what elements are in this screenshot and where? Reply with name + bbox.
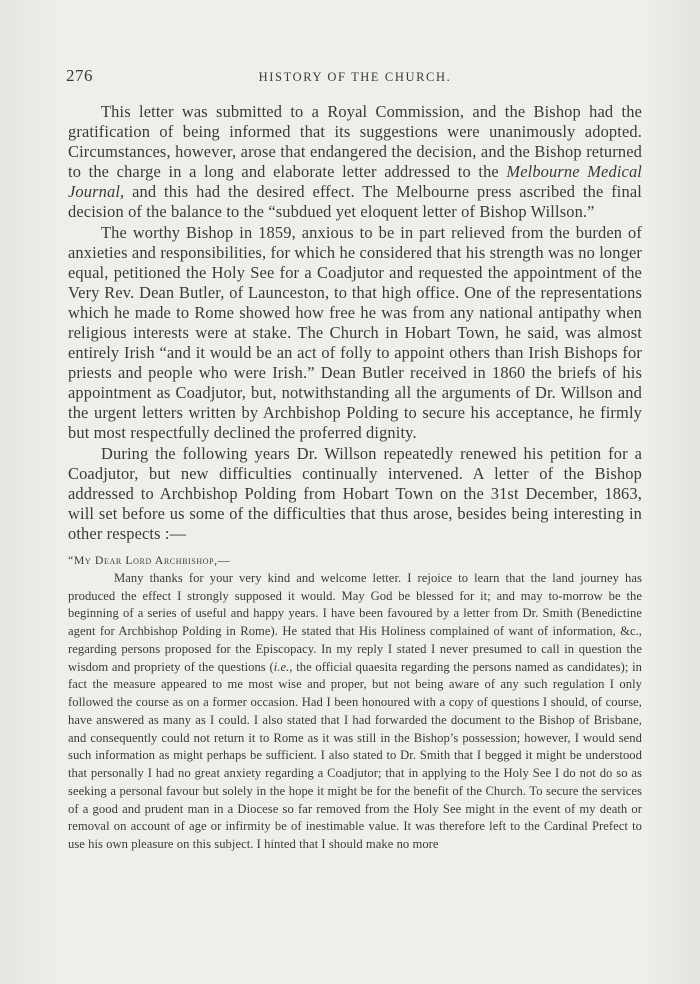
letter-text: the official quaesita regarding the persons named as candidates); in fact the measure appeared to me most wise and proper, but not being aware of any such regulation I only followed the course as on a former occasion. Had I been honoured with a copy of questions I should, of course, have answered as many as I could. I also stated that I had forwarded the document to the Bishop of Brisbane, and consequently could not return it to Rome as it was still in the Bishop’s possession; however, I would send such information as might perhaps be sufficient. I also stated to Dr. Smith that I begged it might be understood that personally I had no great anxiety regarding a Coadjutor; that in applying to the Holy See I do not do so as seeking a personal favour but solely in the hope it might be for the benefit of the Church. To secure the services of a good and prudent man in a Diocese so far removed from the Holy See might in the event of my death or removal on account of age or infirmity be of inestimable value. It was therefore left to the Cardinal Prefect to use his own pleasure on this subject. I hinted that I should make no more: [68, 659, 642, 852]
letter-italic-text: i.e.,: [273, 659, 293, 674]
paragraph-coadjutor-petition: The worthy Bishop in 1859, anxious to be in part relieved from the burden of anxieties and responsibilities, for which he considered that his strength was no longer equal, petitioned the Holy See for a Coadjutor and requested the appointment of the Very Rev. Dean Butler, of Launceston, to that high office. One of the representations which he made to Rome showed how free he was from any national antipathy when religious interests were at stake. The Church in Hobart Town, he said, was almost entirely Irish “and it would be an act of folly to appoint others than Irish Bishops for priests and people who were Irish.” Dean Butler received in 1860 the briefs of his appointment as Coadjutor, but, notwithstanding all the arguments of Dr. Willson and the urgent letters written by Archbishop Polding to secure his acceptance, he firmly but most respectfully declined the proferred dignity.: [68, 223, 642, 442]
body-text: [68, 102, 642, 854]
page-header: [66, 66, 644, 88]
paragraph-text: and this had the desired effect. The Melbourne press ascribed the final decision of the balance to the “subdued yet eloquent letter of Bishop Willson.”: [68, 181, 642, 221]
letter-body: [68, 570, 642, 854]
open-quote: “: [68, 552, 74, 567]
paragraph-royal-commission: [68, 102, 642, 221]
paragraph-following-years: During the following years Dr. Willson repeatedly renewed his petition for a Coadjutor, but new difficulties continually intervened. A letter of the Bishop addressed to Archbishop Polding from Hobart Town on the 31st December, 1863, will set before us some of the difficulties that thus arose, besides being interesting in other respects :—: [68, 444, 642, 544]
paragraph-text: This letter was submitted to a Royal Commission, and the Bishop had the gratification of being informed that its suggestions were unanimously adopted. Circumstances, however, arose that endangered the decision, and the Bishop returned to the charge in a long and elaborate letter addressed to the: [68, 102, 642, 181]
page-number: 276: [66, 66, 93, 85]
running-title: HISTORY OF THE CHURCH.: [258, 70, 452, 84]
journal-title: Melbourne Medical Journal,: [68, 161, 642, 201]
letter-salutation: [68, 552, 642, 568]
letter-text: Many thanks for your very kind and welcome letter. I rejoice to learn that the land journey has produced the effect I strongly supposed it would. May God be blessed for it; and may to-morrow be the beginning of a series of useful and happy years. I have been favoured by a letter from Dr. Smith (Benedictine agent for Archbishop Polding in Rome). He stated that His Holiness complained of want of information, &c., regarding persons proposed for the Episcopacy. In my reply I stated I never presumed to call in question the wisdom and propriety of the questions (: [68, 570, 642, 674]
salutation-text: My Dear Lord Archbishop,—: [73, 552, 231, 567]
